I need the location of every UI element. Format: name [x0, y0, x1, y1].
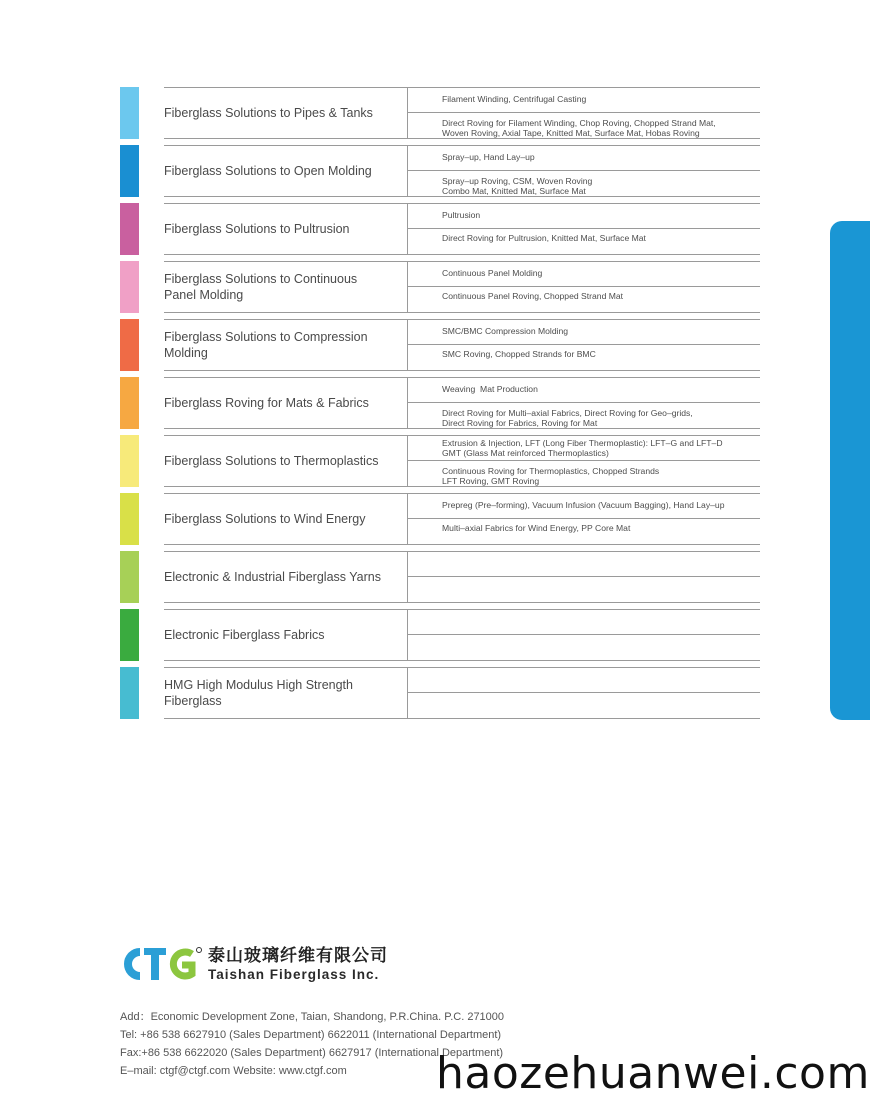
table-row: [164, 609, 760, 661]
column-divider: [407, 610, 408, 660]
column-divider: [407, 320, 408, 370]
application-cell: Weaving Mat Production: [442, 384, 538, 394]
row-divider: [408, 112, 760, 113]
color-swatch: [120, 667, 139, 719]
column-divider: [407, 494, 408, 544]
color-swatch: [120, 203, 139, 255]
row-divider: [408, 460, 760, 461]
application-cell: Extrusion & Injection, LFT (Long Fiber Thermoplastic): LFT–G and LFT–D GMT (Glass Mat reinforced Thermoplastics): [442, 438, 723, 458]
product-cell: Continuous Roving for Thermoplastics, Chopped Strands LFT Roving, GMT Roving: [442, 466, 660, 486]
product-table: [120, 87, 760, 725]
category-name: Electronic Fiberglass Fabrics: [164, 628, 325, 642]
company-logo: [120, 944, 504, 984]
row-divider: [408, 228, 760, 229]
row-divider: [408, 344, 760, 345]
column-divider: [407, 88, 408, 138]
table-row: [164, 377, 760, 429]
row-divider: [408, 634, 760, 635]
column-divider: [407, 262, 408, 312]
category-name: HMG High Modulus High Strength Fiberglass: [164, 678, 353, 708]
tel-line: Tel: +86 538 6627910 (Sales Department) 6622011 (International Department): [120, 1029, 502, 1041]
column-divider: [407, 436, 408, 486]
table-row: [164, 667, 760, 719]
product-cell: Direct Roving for Multi–axial Fabrics, Direct Roving for Geo–grids, Direct Roving for Fabrics, Roving for Mat: [442, 408, 693, 428]
application-cell: Spray–up, Hand Lay–up: [442, 152, 535, 162]
category-name: Fiberglass Solutions to Thermoplastics: [164, 454, 379, 468]
column-divider: [407, 378, 408, 428]
table-row: [164, 319, 760, 371]
row-divider: [408, 286, 760, 287]
column-divider: [407, 552, 408, 602]
color-swatch: [120, 261, 139, 313]
category-name: Fiberglass Solutions to Pipes & Tanks: [164, 106, 373, 120]
row-divider: [408, 402, 760, 403]
color-swatch: [120, 87, 139, 139]
fax-line: Fax:+86 538 6622020 (Sales Department) 6627917 (International Department): [120, 1047, 504, 1059]
application-cell: Continuous Panel Molding: [442, 268, 543, 278]
column-divider: [407, 204, 408, 254]
column-divider: [407, 146, 408, 196]
color-swatch: [120, 435, 139, 487]
category-name: Fiberglass Solutions to Wind Energy: [164, 512, 366, 526]
company-name-cn: 泰山玻璃纤维有限公司: [208, 945, 388, 965]
product-cell: Direct Roving for Filament Winding, Chop Roving, Chopped Strand Mat, Woven Roving, Axial Tape, Knitted Mat, Surface Mat, Hobas Roving: [442, 118, 716, 138]
product-cell: SMC Roving, Chopped Strands for BMC: [442, 349, 596, 359]
product-cell: Multi–axial Fabrics for Wind Energy, PP Core Mat: [442, 523, 631, 533]
color-swatch: [120, 609, 139, 661]
row-divider: [408, 692, 760, 693]
application-cell: Prepreg (Pre–forming), Vacuum Infusion (Vacuum Bagging), Hand Lay–up: [442, 500, 725, 510]
product-cell: Direct Roving for Pultrusion, Knitted Mat, Surface Mat: [442, 233, 646, 243]
color-swatch: [120, 493, 139, 545]
category-name: Fiberglass Roving for Mats & Fabrics: [164, 396, 369, 410]
table-row: [164, 261, 760, 313]
row-divider: [408, 170, 760, 171]
email-line: E–mail: ctgf@ctgf.com Website: www.ctgf.com: [120, 1065, 347, 1077]
category-name: Fiberglass Solutions to Open Molding: [164, 164, 372, 178]
table-row: [164, 203, 760, 255]
category-name: Fiberglass Solutions to Continuous Panel Molding: [164, 272, 358, 302]
color-swatch: [120, 377, 139, 429]
row-divider: [408, 518, 760, 519]
column-divider: [407, 668, 408, 718]
application-cell: Pultrusion: [442, 210, 481, 220]
application-cell: SMC/BMC Compression Molding: [442, 326, 569, 336]
color-swatch: [120, 145, 139, 197]
product-cell: Spray–up Roving, CSM, Woven Roving Combo Mat, Knitted Mat, Surface Mat: [442, 176, 593, 196]
category-name: Fiberglass Solutions to Compression Molding: [164, 330, 368, 360]
color-swatch: [120, 319, 139, 371]
color-swatch: [120, 551, 139, 603]
application-cell: Filament Winding, Centrifugal Casting: [442, 94, 587, 104]
row-divider: [408, 576, 760, 577]
table-row: [164, 87, 760, 139]
table-row: [164, 551, 760, 603]
category-name: Fiberglass Solutions to Pultrusion: [164, 222, 350, 236]
watermark: haozehuanwei.com: [436, 1048, 870, 1099]
table-row: [164, 493, 760, 545]
ctg-logo-icon: [120, 944, 202, 984]
company-name-en: Taishan Fiberglass Inc.: [208, 966, 380, 982]
product-cell: Continuous Panel Roving, Chopped Strand Mat: [442, 291, 624, 301]
address-line: Add：Economic Development Zone, Taian, Shandong, P.R.China. P.C. 271000: [120, 1011, 505, 1023]
side-tab: [830, 221, 870, 720]
table-row: [164, 435, 760, 487]
category-name: Electronic & Industrial Fiberglass Yarns: [164, 570, 381, 584]
table-row: [164, 145, 760, 197]
